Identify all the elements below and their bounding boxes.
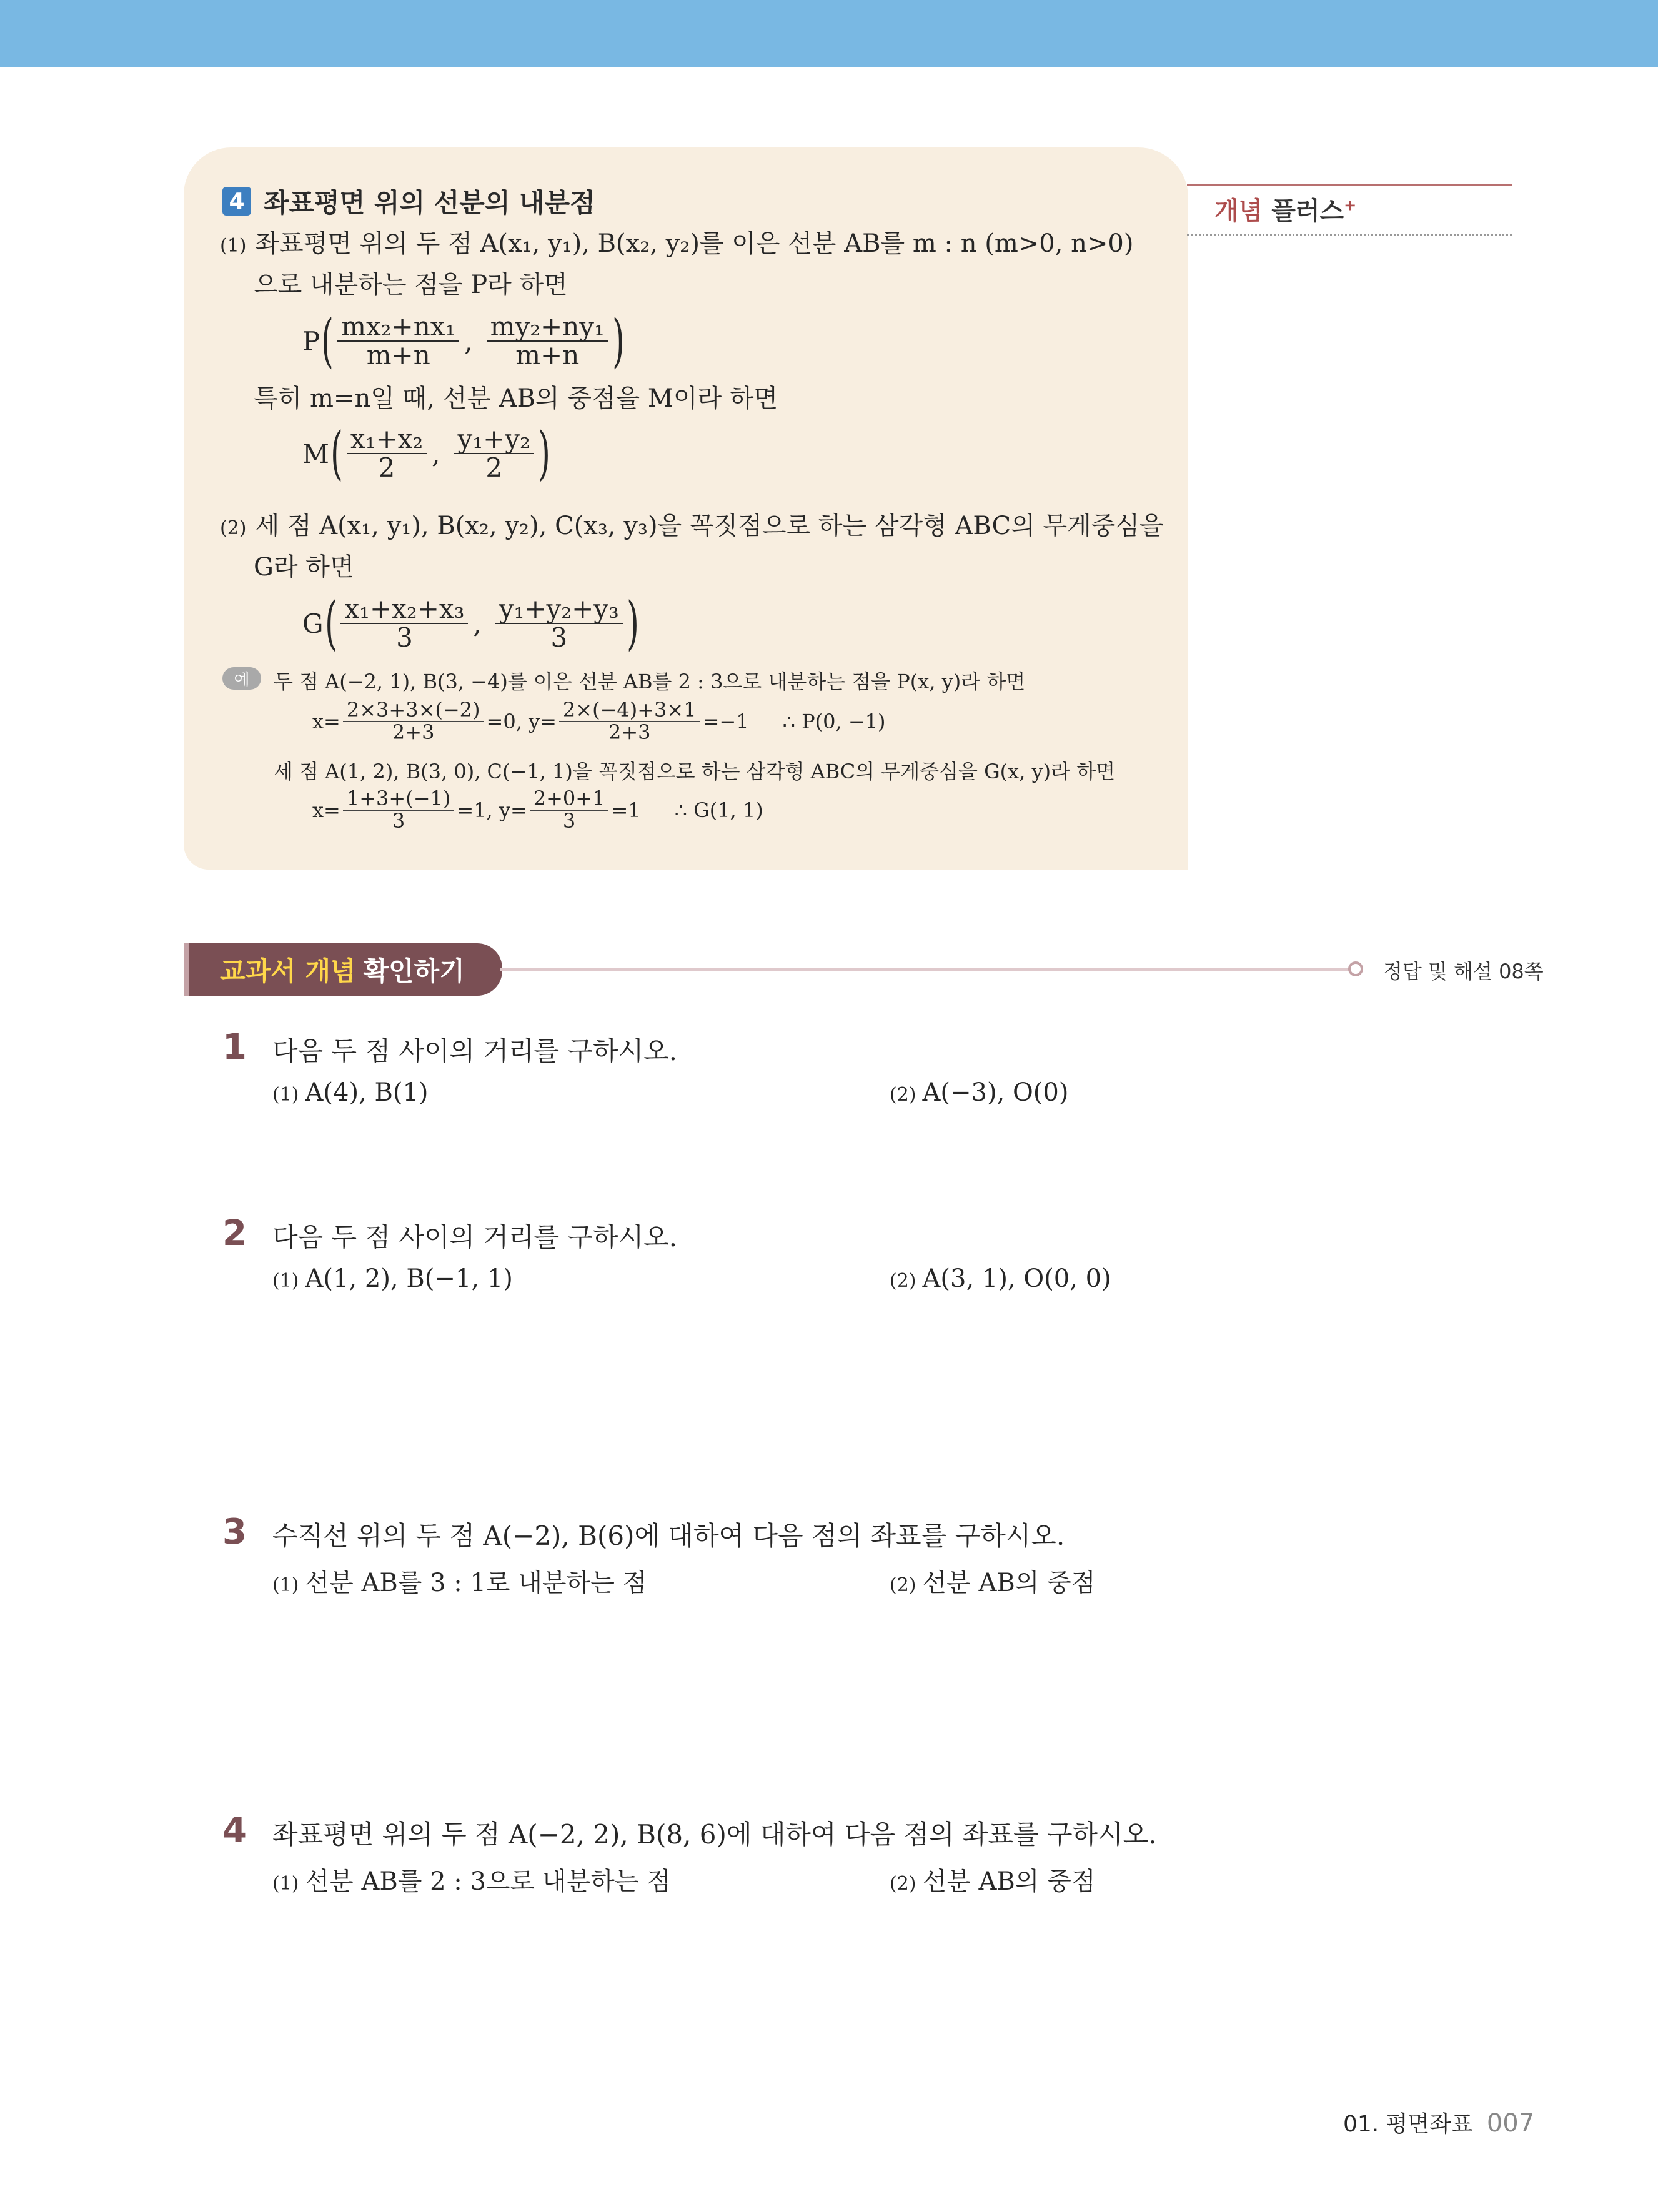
sub-text: A(1, 2), B(−1, 1) xyxy=(305,1264,513,1293)
fraction-numerator: x₁+x₂ xyxy=(347,425,427,454)
item-marker: (1) xyxy=(272,1084,299,1106)
question-sub-2 xyxy=(890,1563,1095,1599)
left-paren: ( xyxy=(324,590,337,657)
fraction-numerator: 2×(−4)+3×1 xyxy=(559,700,700,722)
question-number: 4 xyxy=(222,1810,247,1851)
centroid-formula xyxy=(302,590,640,657)
fraction-denominator: m+n xyxy=(366,340,430,370)
question-sub-2 xyxy=(890,1264,1111,1293)
example-calc2 xyxy=(312,788,763,831)
fraction-numerator: 2×3+3×(−2) xyxy=(343,700,484,722)
question-text: 다음 두 점 사이의 거리를 구하시오. xyxy=(272,1036,678,1066)
concept-title: 좌표평면 위의 선분의 내분점 xyxy=(264,187,595,218)
midpoint-text: 특히 m=n일 때, 선분 AB의 중점을 M이라 하면 xyxy=(254,384,778,413)
calc-y-result: =1 xyxy=(611,798,641,822)
item-marker: (2) xyxy=(890,1873,916,1895)
example-calc1 xyxy=(312,700,885,743)
calc-y-fraction xyxy=(530,788,609,831)
example-badge: 예 xyxy=(222,667,261,690)
concept-p2-line1 xyxy=(220,511,1164,541)
question-sub-1 xyxy=(272,1862,671,1897)
calc-conclusion: ∴ G(1, 1) xyxy=(674,798,763,822)
question-text: 수직선 위의 두 점 A(−2), B(6)에 대하여 다음 점의 좌표를 구하시오. xyxy=(272,1520,1065,1551)
sub-text: A(3, 1), O(0, 0) xyxy=(922,1264,1111,1293)
fraction-numerator: my₂+ny₁ xyxy=(487,313,608,342)
right-paren: ) xyxy=(537,420,550,487)
concept-number-badge: 4 xyxy=(222,187,251,216)
sub-text: A(4), B(1) xyxy=(305,1078,429,1107)
item-marker: (1) xyxy=(220,235,247,257)
chapter-label: 01. 평면좌표 xyxy=(1343,2111,1473,2137)
fraction-x xyxy=(347,425,427,482)
calc-x-fraction xyxy=(343,700,484,743)
fraction-denominator: 2+3 xyxy=(608,720,651,744)
formula-point-label: G xyxy=(302,608,324,639)
plus-sup: + xyxy=(1344,196,1357,214)
calc-x-label: x= xyxy=(312,709,340,733)
question-number: 1 xyxy=(222,1027,247,1068)
fraction-x xyxy=(337,310,459,370)
concept-p1-line1 xyxy=(220,229,1133,259)
question-sub-1 xyxy=(272,1563,647,1599)
page-number: 007 xyxy=(1486,2109,1535,2138)
section-rule-end-dot xyxy=(1348,961,1363,976)
calc-x-result: =0, y= xyxy=(486,709,557,733)
concept-p1-text: 좌표평면 위의 두 점 A(x₁, y₁), B(x₂, y₂)를 이은 선분 AB를 m : n (m>0, n>0) xyxy=(255,229,1134,258)
concept-p2-line2: G라 하면 xyxy=(254,553,354,582)
calc-x-result: =1, y= xyxy=(457,798,527,822)
fraction-y xyxy=(454,425,534,482)
fraction-denominator: 2+3 xyxy=(392,720,435,744)
question-number: 3 xyxy=(222,1512,247,1552)
concept-p2-text: 세 점 A(x₁, y₁), B(x₂, y₂), C(x₃, y₃)을 꼭짓점으로 하는 삼각형 ABC의 무게중심을 xyxy=(255,512,1164,540)
sub-text: 선분 AB를 3 : 1로 내분하는 점 xyxy=(305,1569,647,1597)
fraction-numerator: y₁+y₂+y₃ xyxy=(495,595,623,624)
item-marker: (2) xyxy=(890,1270,916,1292)
calc-x-fraction xyxy=(343,788,454,831)
item-marker: (2) xyxy=(890,1084,916,1106)
calc-conclusion: ∴ P(0, −1) xyxy=(782,709,886,733)
fraction-numerator: y₁+y₂ xyxy=(454,425,534,454)
right-paren: ) xyxy=(626,590,639,657)
question-text: 좌표평면 위의 두 점 A(−2, 2), B(8, 6)에 대하여 다음 점의 좌표를 구하시오. xyxy=(272,1819,1157,1850)
item-marker: (2) xyxy=(220,517,247,539)
comma: , xyxy=(473,608,482,639)
sub-text: A(−3), O(0) xyxy=(922,1078,1069,1107)
fraction-denominator: 2 xyxy=(485,452,503,483)
item-marker: (1) xyxy=(272,1574,299,1596)
question-sub-2 xyxy=(890,1862,1095,1897)
fraction-denominator: 3 xyxy=(550,622,568,653)
question-number: 2 xyxy=(222,1213,247,1254)
sidebar-top-rule xyxy=(1187,184,1512,186)
fraction-denominator: 2 xyxy=(378,452,395,483)
internal-division-formula xyxy=(302,307,626,374)
concept-plus-accent: 개념 xyxy=(1214,197,1263,226)
item-marker: (1) xyxy=(272,1270,299,1292)
question-text: 다음 두 점 사이의 거리를 구하시오. xyxy=(272,1222,678,1252)
fraction-x xyxy=(340,595,468,652)
fraction-numerator: mx₂+nx₁ xyxy=(337,313,459,342)
example-line2: 세 점 A(1, 2), B(3, 0), C(−1, 1)을 꼭짓점으로 하는 삼각형 ABC의 무게중심을 G(x, y)라 하면 xyxy=(274,760,1116,783)
top-color-bar xyxy=(0,0,1658,67)
midpoint-formula xyxy=(302,420,552,487)
fraction-denominator: 3 xyxy=(396,622,413,653)
fraction-y xyxy=(495,595,623,652)
section-title-accent: 교과서 개념 xyxy=(220,956,356,986)
answer-reference: 정답 및 해설 08쪽 xyxy=(1383,960,1544,983)
formula-point-label: P xyxy=(302,325,320,357)
comma: , xyxy=(464,325,473,357)
calc-y-result: =−1 xyxy=(702,709,749,733)
calc-y-fraction xyxy=(559,700,700,743)
question-sub-2 xyxy=(890,1078,1068,1107)
sub-text: 선분 AB를 2 : 3으로 내분하는 점 xyxy=(305,1867,671,1896)
item-marker: (2) xyxy=(890,1574,916,1596)
sub-text: 선분 AB의 중점 xyxy=(922,1867,1096,1896)
item-marker: (1) xyxy=(272,1873,299,1895)
question-sub-1 xyxy=(272,1078,429,1107)
concept-p1-line2: 으로 내분하는 점을 P라 하면 xyxy=(254,270,568,299)
left-paren: ( xyxy=(321,307,334,374)
concept-plus-rest: 플러스 xyxy=(1271,197,1344,226)
fraction-numerator: 1+3+(−1) xyxy=(343,788,454,811)
sidebar-dotted-rule xyxy=(1187,234,1512,236)
formula-point-label: M xyxy=(302,438,330,469)
concept-heading xyxy=(222,182,595,220)
question-sub-1 xyxy=(272,1264,513,1293)
fraction-y xyxy=(487,310,608,370)
calc-x-label: x= xyxy=(312,798,340,822)
section-tab xyxy=(184,943,502,996)
page-footer xyxy=(1343,2106,1534,2138)
fraction-denominator: 3 xyxy=(562,808,576,833)
fraction-denominator: m+n xyxy=(515,340,580,370)
section-rule xyxy=(500,968,1351,971)
comma: , xyxy=(432,438,440,469)
fraction-denominator: 3 xyxy=(392,808,405,833)
right-paren: ) xyxy=(612,307,625,374)
fraction-numerator: 2+0+1 xyxy=(530,788,609,811)
example-line1: 두 점 A(−2, 1), B(3, −4)를 이은 선분 AB를 2 : 3으로 내분하는 점을 P(x, y)라 하면 xyxy=(274,670,1026,693)
left-paren: ( xyxy=(330,420,343,487)
section-title-rest: 확인하기 xyxy=(363,956,465,986)
fraction-numerator: x₁+x₂+x₃ xyxy=(340,595,468,624)
concept-plus-title xyxy=(1214,191,1356,227)
sub-text: 선분 AB의 중점 xyxy=(922,1569,1096,1597)
